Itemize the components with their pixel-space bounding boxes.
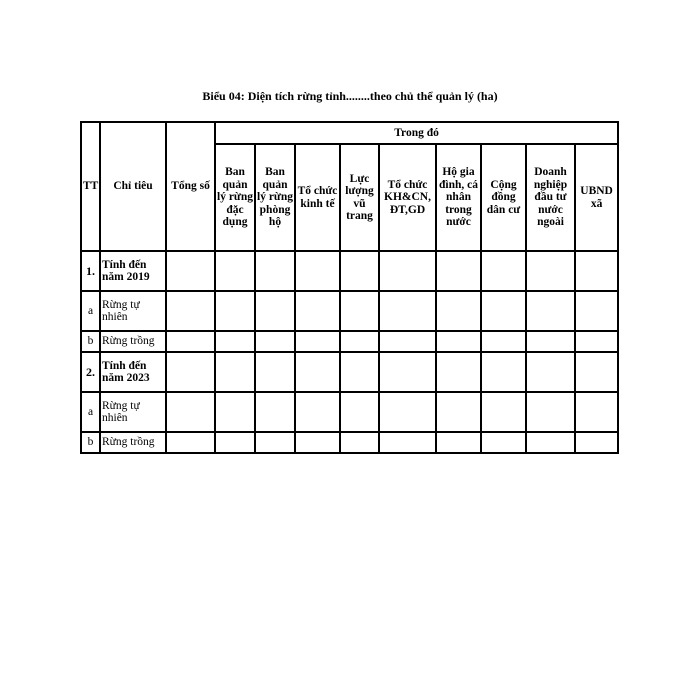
header-cong-dong: Cộng đồng dân cư (481, 144, 526, 251)
row-label: Rừng tự nhiên (100, 392, 166, 432)
table-row (81, 392, 618, 432)
header-tt: TT (81, 122, 100, 251)
table-row (81, 251, 618, 291)
forest-area-table (80, 121, 619, 454)
header-ho-gia-dinh: Hộ gia đình, cá nhân trong nước (436, 144, 481, 251)
row-label: Rừng trồng (100, 432, 166, 453)
header-row-1 (81, 122, 618, 144)
header-bql-phong-ho: Ban quản lý rừng phòng hộ (255, 144, 295, 251)
row-tt: a (81, 291, 100, 331)
header-to-chuc-khcn: Tổ chức KH&CN, ĐT,GD (379, 144, 436, 251)
table-title: Biểu 04: Diện tích rừng tỉnh........theo chủ thể quản lý (ha) (202, 89, 498, 103)
header-chi-tieu: Chỉ tiêu (100, 122, 166, 251)
row-tt: b (81, 432, 100, 453)
row-label: Rừng trồng (100, 331, 166, 352)
table-row (81, 352, 618, 392)
header-luc-luong-vu-trang: Lực lượng vũ trang (340, 144, 379, 251)
row-tt: 2. (81, 352, 100, 392)
header-doanh-nghiep: Doanh nghiệp đầu tư nước ngoài (526, 144, 575, 251)
header-ubnd-xa: UBND xã (575, 144, 618, 251)
table-row (81, 331, 618, 352)
table-row (81, 432, 618, 453)
header-to-chuc-kinh-te: Tổ chức kinh tế (295, 144, 340, 251)
header-tong-so: Tổng số (166, 122, 215, 251)
header-bql-dac-dung: Ban quản lý rừng đặc dụng (215, 144, 255, 251)
row-label: Tính đến năm 2019 (100, 251, 166, 291)
row-label: Rừng tự nhiên (100, 291, 166, 331)
row-tt: b (81, 331, 100, 352)
table-row (81, 291, 618, 331)
row-tt: 1. (81, 251, 100, 291)
row-tt: a (81, 392, 100, 432)
row-label: Tính đến năm 2023 (100, 352, 166, 392)
header-trong-do: Trong đó (215, 122, 618, 144)
